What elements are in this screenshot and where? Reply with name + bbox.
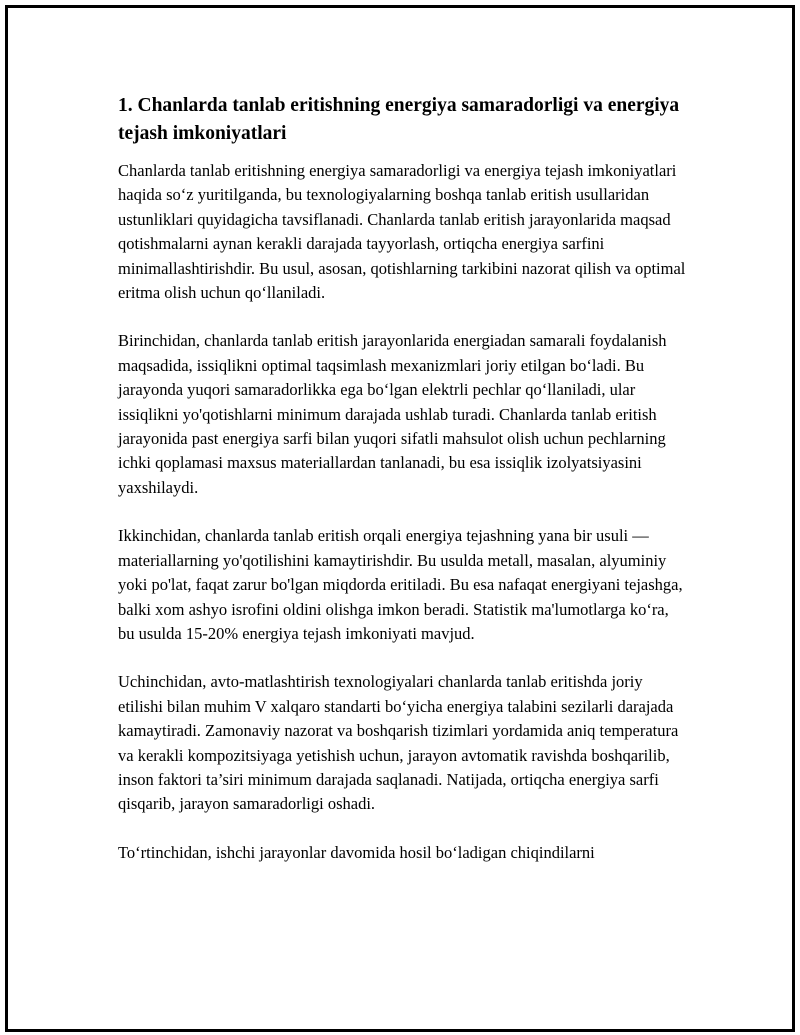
section-heading: 1. Chanlarda tanlab eritishning energiya samaradorligi va energiya tejash imkoniyatlari: [118, 95, 680, 144]
paragraph-first: Birinchidan, chanlarda tanlab eritish jarayonlarida energiadan samarali foydalanish maqsadida, issiqlikni optimal taqsimlash mexanizmlari joriy etilgan bo‘ladi. Bu jarayonda yuqori samaradorlikka ega bo‘lgan elektrli pechlar qo‘llaniladi, ular issiqlikni yo'qotishlarni minimum darajada ushlab turadi. Chanlarda tanlab eritish jarayonida past energiya sarfi bilan yuqori sifatli mahsulot olish uchun pechlarning ichki qoplamasi maxsus materiallardan tanlanadi, bu esa issiqlik izolyatsiyasini yaxshilaydi.: [118, 331, 667, 497]
paragraph-second: Ikkinchidan, chanlarda tanlab eritish orqali energiya tejashning yana bir usuli — materiallarning yo'qotilishini kamaytirishdir. Bu usulda metall, masalan, alyuminiy yoki po'lat, faqat zarur bo'lgan miqdorda eritiladi. Bu esa nafaqat energiyani tejashga, balki xom ashyo isrofini oldini olishga imkon beradi. Statistik ma'lumotlarga ko‘ra, bu usulda 15-20% energiya tejash imkoniyati mavjud.: [118, 526, 683, 643]
paragraph-third: Uchinchidan, avto-matlashtirish texnologiyalari chanlarda tanlab eritishda joriy etilishi bilan muhim V xalqaro standarti bo‘yicha energiya talabini sezilarli darajada kamaytiradi. Zamonaviy nazorat va boshqarish tizimlari yordamida aniq temperatura va kerakli kompozitsiyaga yetishish uchun, jarayon avtomatik ravishda boshqarilib, inson faktori ta’siri minimum darajada saqlanadi. Natijada, ortiqcha energiya sarfi qisqarib, jarayon samaradorligi oshadi.: [118, 672, 679, 814]
document-body: [118, 92, 688, 889]
paragraph-intro: Chanlarda tanlab eritishning energiya samaradorligi va energiya tejash imkoniyatlari haqida so‘z yuritilganda, bu texnologiyalarning boshqa tanlab eritish usullaridan ustunliklari quyidagicha tavsiflanadi. Chanlarda tanlab eritish jarayonlarida maqsad qotishmalarni aynan kerakli darajada tayyorlash, ortiqcha energiya sarfini minimallashtirishdir. Bu usul, asosan, qotishlarning tarkibini nazorat qilish va optimal eritma olish uchun qo‘llaniladi.: [118, 161, 686, 303]
paragraph-fourth: To‘rtinchidan, ishchi jarayonlar davomida hosil bo‘ladigan chiqindilarni: [118, 842, 595, 862]
